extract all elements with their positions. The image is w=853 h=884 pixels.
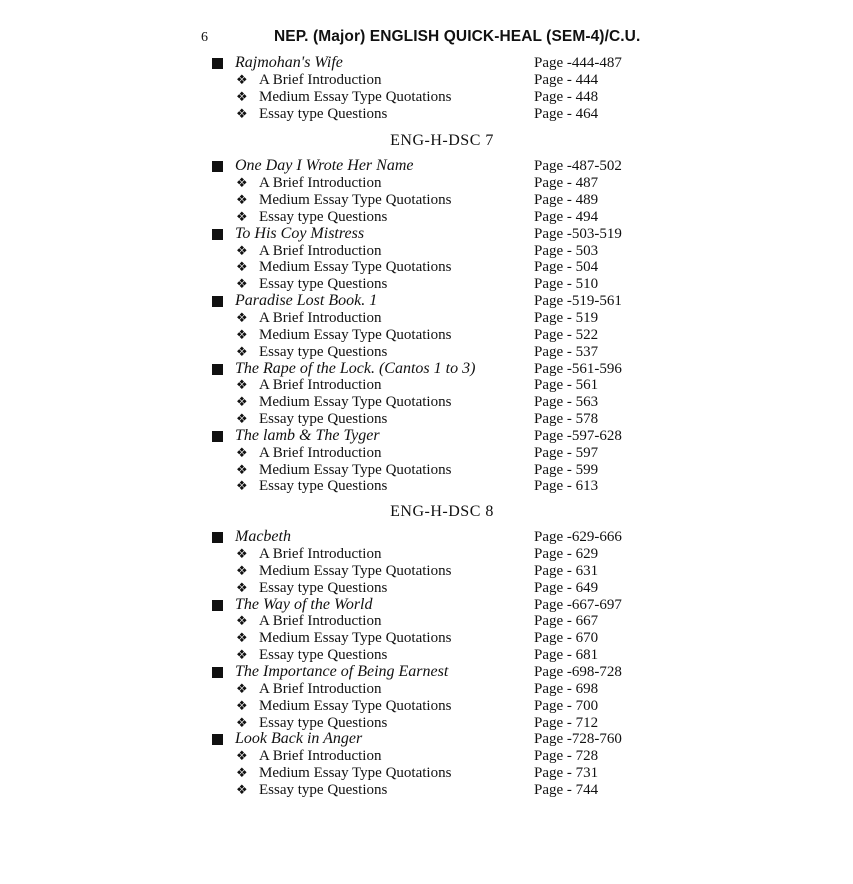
page-reference: Page - 712 [534,714,599,731]
running-title: NEP. (Major) ENGLISH QUICK-HEAL (SEM-4)/C.U. [274,28,641,45]
sub-entry-label: Medium Essay Type Quotations [259,461,452,478]
page-range: Page -487-502 [534,158,622,175]
square-bullet-icon [212,600,223,611]
sub-entry-label: Medium Essay Type Quotations [259,394,452,411]
toc-sub-entry [212,106,652,123]
diamond-bullet-icon: ❖ [236,562,248,578]
page-range: Page -444-487 [534,55,622,71]
diamond-bullet-icon: ❖ [236,377,248,393]
sub-entry-label: A Brief Introduction [259,71,382,88]
square-bullet-icon [212,431,223,442]
page-reference: Page - 522 [534,326,599,343]
square-bullet-icon [212,364,223,375]
toc-sub-entry [212,259,652,276]
square-bullet-icon [212,161,223,172]
toc-sub-entry [212,209,652,226]
toc-title-entry [212,529,652,546]
toc-sub-entry [212,175,652,192]
page-range: Page -667-697 [534,596,622,613]
toc-title-entry [212,361,652,378]
square-bullet-icon [212,296,223,307]
toc-sub-entry [212,411,652,428]
diamond-bullet-icon: ❖ [236,647,248,663]
page-reference: Page - 698 [534,680,599,697]
diamond-bullet-icon: ❖ [236,105,248,121]
diamond-bullet-icon: ❖ [236,343,248,359]
diamond-bullet-icon: ❖ [236,630,248,646]
page-reference: Page - 731 [534,765,599,782]
square-bullet-icon [212,734,223,745]
table-of-contents [212,55,652,799]
toc-sub-entry [212,647,652,664]
diamond-bullet-icon: ❖ [236,309,248,325]
diamond-bullet-icon: ❖ [236,579,248,595]
toc-title-entry [212,731,652,748]
toc-sub-entry [212,546,652,563]
page-reference: Page - 464 [534,105,599,122]
work-title: Macbeth [235,528,291,546]
page-reference: Page - 670 [534,630,599,647]
diamond-bullet-icon: ❖ [236,478,248,494]
page-reference: Page - 578 [534,411,599,428]
toc-title-entry [212,226,652,243]
sub-entry-label: Essay type Questions [259,478,388,495]
page-reference: Page - 561 [534,377,599,394]
square-bullet-icon [212,532,223,543]
page-reference: Page - 667 [534,613,599,630]
sub-entry-label: Essay type Questions [259,579,388,596]
page-reference: Page - 597 [534,444,599,461]
toc-sub-entry [212,698,652,715]
sub-entry-label: Medium Essay Type Quotations [259,326,452,343]
toc-sub-entry [212,478,652,495]
sub-entry-label: A Brief Introduction [259,748,382,765]
toc-title-entry [212,158,652,175]
page-reference: Page - 681 [534,647,599,664]
page-range: Page -519-561 [534,293,622,310]
diamond-bullet-icon: ❖ [236,781,248,797]
toc-title-entry [212,55,652,72]
toc-sub-entry [212,276,652,293]
page-reference: Page - 494 [534,208,599,225]
sub-entry-label: Medium Essay Type Quotations [259,88,452,105]
square-bullet-icon [212,58,223,69]
work-title: To His Coy Mistress [235,224,365,242]
page-range: Page -728-760 [534,731,622,748]
diamond-bullet-icon: ❖ [236,613,248,629]
sub-entry-label: Essay type Questions [259,647,388,664]
page-reference: Page - 444 [534,71,599,88]
sub-entry-label: A Brief Introduction [259,613,382,630]
sub-entry-label: Essay type Questions [259,781,388,798]
toc-sub-entry [212,445,652,462]
page-reference: Page - 563 [534,394,599,411]
sub-entry-label: Medium Essay Type Quotations [259,765,452,782]
square-bullet-icon [212,229,223,240]
diamond-bullet-icon: ❖ [236,259,248,275]
page-reference: Page - 728 [534,748,599,765]
page-range: Page -503-519 [534,225,622,242]
work-title: Look Back in Anger [235,730,363,748]
toc-title-entry [212,664,652,681]
square-bullet-icon [212,667,223,678]
diamond-bullet-icon: ❖ [236,411,248,427]
page-reference: Page - 519 [534,309,599,326]
page-range: Page -698-728 [534,664,622,680]
work-title: The Rape of the Lock. (Cantos 1 to 3) [235,359,476,377]
sub-entry-label: A Brief Introduction [259,242,382,259]
toc-sub-entry [212,681,652,698]
diamond-bullet-icon: ❖ [236,394,248,410]
work-title: Paradise Lost Book. 1 [235,292,378,310]
diamond-bullet-icon: ❖ [236,461,248,477]
page-reference: Page - 503 [534,242,599,259]
page-reference: Page - 487 [534,175,599,192]
sub-entry-label: A Brief Introduction [259,309,382,326]
sub-entry-label: Essay type Questions [259,343,388,360]
diamond-bullet-icon: ❖ [236,208,248,224]
toc-sub-entry [212,243,652,260]
toc-sub-entry [212,765,652,782]
sub-entry-label: A Brief Introduction [259,546,382,563]
section-heading: ENG-H-DSC 8 [390,503,494,521]
diamond-bullet-icon: ❖ [236,546,248,562]
page-reference: Page - 599 [534,461,599,478]
toc-sub-entry [212,630,652,647]
page-range: Page -597-628 [534,427,622,444]
page-reference: Page - 504 [534,259,599,276]
diamond-bullet-icon: ❖ [236,192,248,208]
diamond-bullet-icon: ❖ [236,276,248,292]
toc-sub-entry [212,462,652,479]
page-number: 6 [201,30,208,45]
work-title: One Day I Wrote Her Name [235,157,414,175]
toc-sub-entry [212,782,652,799]
sub-entry-label: Medium Essay Type Quotations [259,697,452,714]
diamond-bullet-icon: ❖ [236,444,248,460]
page-range: Page -561-596 [534,360,622,377]
sub-entry-label: Essay type Questions [259,276,388,293]
toc-title-entry [212,597,652,614]
work-title: Rajmohan's Wife [235,54,343,71]
page-reference: Page - 700 [534,697,599,714]
page-reference: Page - 537 [534,343,599,360]
toc-sub-entry [212,72,652,89]
sub-entry-label: Medium Essay Type Quotations [259,259,452,276]
diamond-bullet-icon: ❖ [236,175,248,191]
sub-entry-label: A Brief Introduction [259,680,382,697]
toc-sub-entry [212,89,652,106]
work-title: The Importance of Being Earnest [235,663,449,680]
page-reference: Page - 631 [534,562,599,579]
diamond-bullet-icon: ❖ [236,765,248,781]
page-reference: Page - 744 [534,781,599,798]
diamond-bullet-icon: ❖ [236,71,248,87]
page-range: Page -629-666 [534,529,622,546]
toc-sub-entry [212,563,652,580]
page-reference: Page - 613 [534,478,599,495]
toc-sub-entry [212,192,652,209]
work-title: The lamb & The Tyger [235,426,380,444]
diamond-bullet-icon: ❖ [236,326,248,342]
sub-entry-label: Medium Essay Type Quotations [259,630,452,647]
toc-title-entry [212,428,652,445]
sub-entry-label: A Brief Introduction [259,444,382,461]
toc-title-entry [212,293,652,310]
toc-sub-entry [212,613,652,630]
page-reference: Page - 629 [534,546,599,563]
toc-sub-entry [212,748,652,765]
toc-sub-entry [212,344,652,361]
toc-sub-entry [212,377,652,394]
sub-entry-label: A Brief Introduction [259,175,382,192]
sub-entry-label: Medium Essay Type Quotations [259,562,452,579]
page-reference: Page - 510 [534,276,599,293]
diamond-bullet-icon: ❖ [236,680,248,696]
toc-sub-entry [212,394,652,411]
sub-entry-label: Essay type Questions [259,208,388,225]
diamond-bullet-icon: ❖ [236,242,248,258]
diamond-bullet-icon: ❖ [236,748,248,764]
page-reference: Page - 448 [534,88,599,105]
section-heading: ENG-H-DSC 7 [390,132,494,150]
sub-entry-label: Essay type Questions [259,105,388,122]
sub-entry-label: Medium Essay Type Quotations [259,192,452,209]
work-title: The Way of the World [235,595,373,613]
toc-sub-entry [212,327,652,344]
toc-sub-entry [212,310,652,327]
page-reference: Page - 489 [534,192,599,209]
toc-sub-entry [212,580,652,597]
page-reference: Page - 649 [534,579,599,596]
sub-entry-label: Essay type Questions [259,714,388,731]
diamond-bullet-icon: ❖ [236,714,248,730]
diamond-bullet-icon: ❖ [236,697,248,713]
sub-entry-label: Essay type Questions [259,411,388,428]
sub-entry-label: A Brief Introduction [259,377,382,394]
toc-sub-entry [212,715,652,732]
diamond-bullet-icon: ❖ [236,88,248,104]
